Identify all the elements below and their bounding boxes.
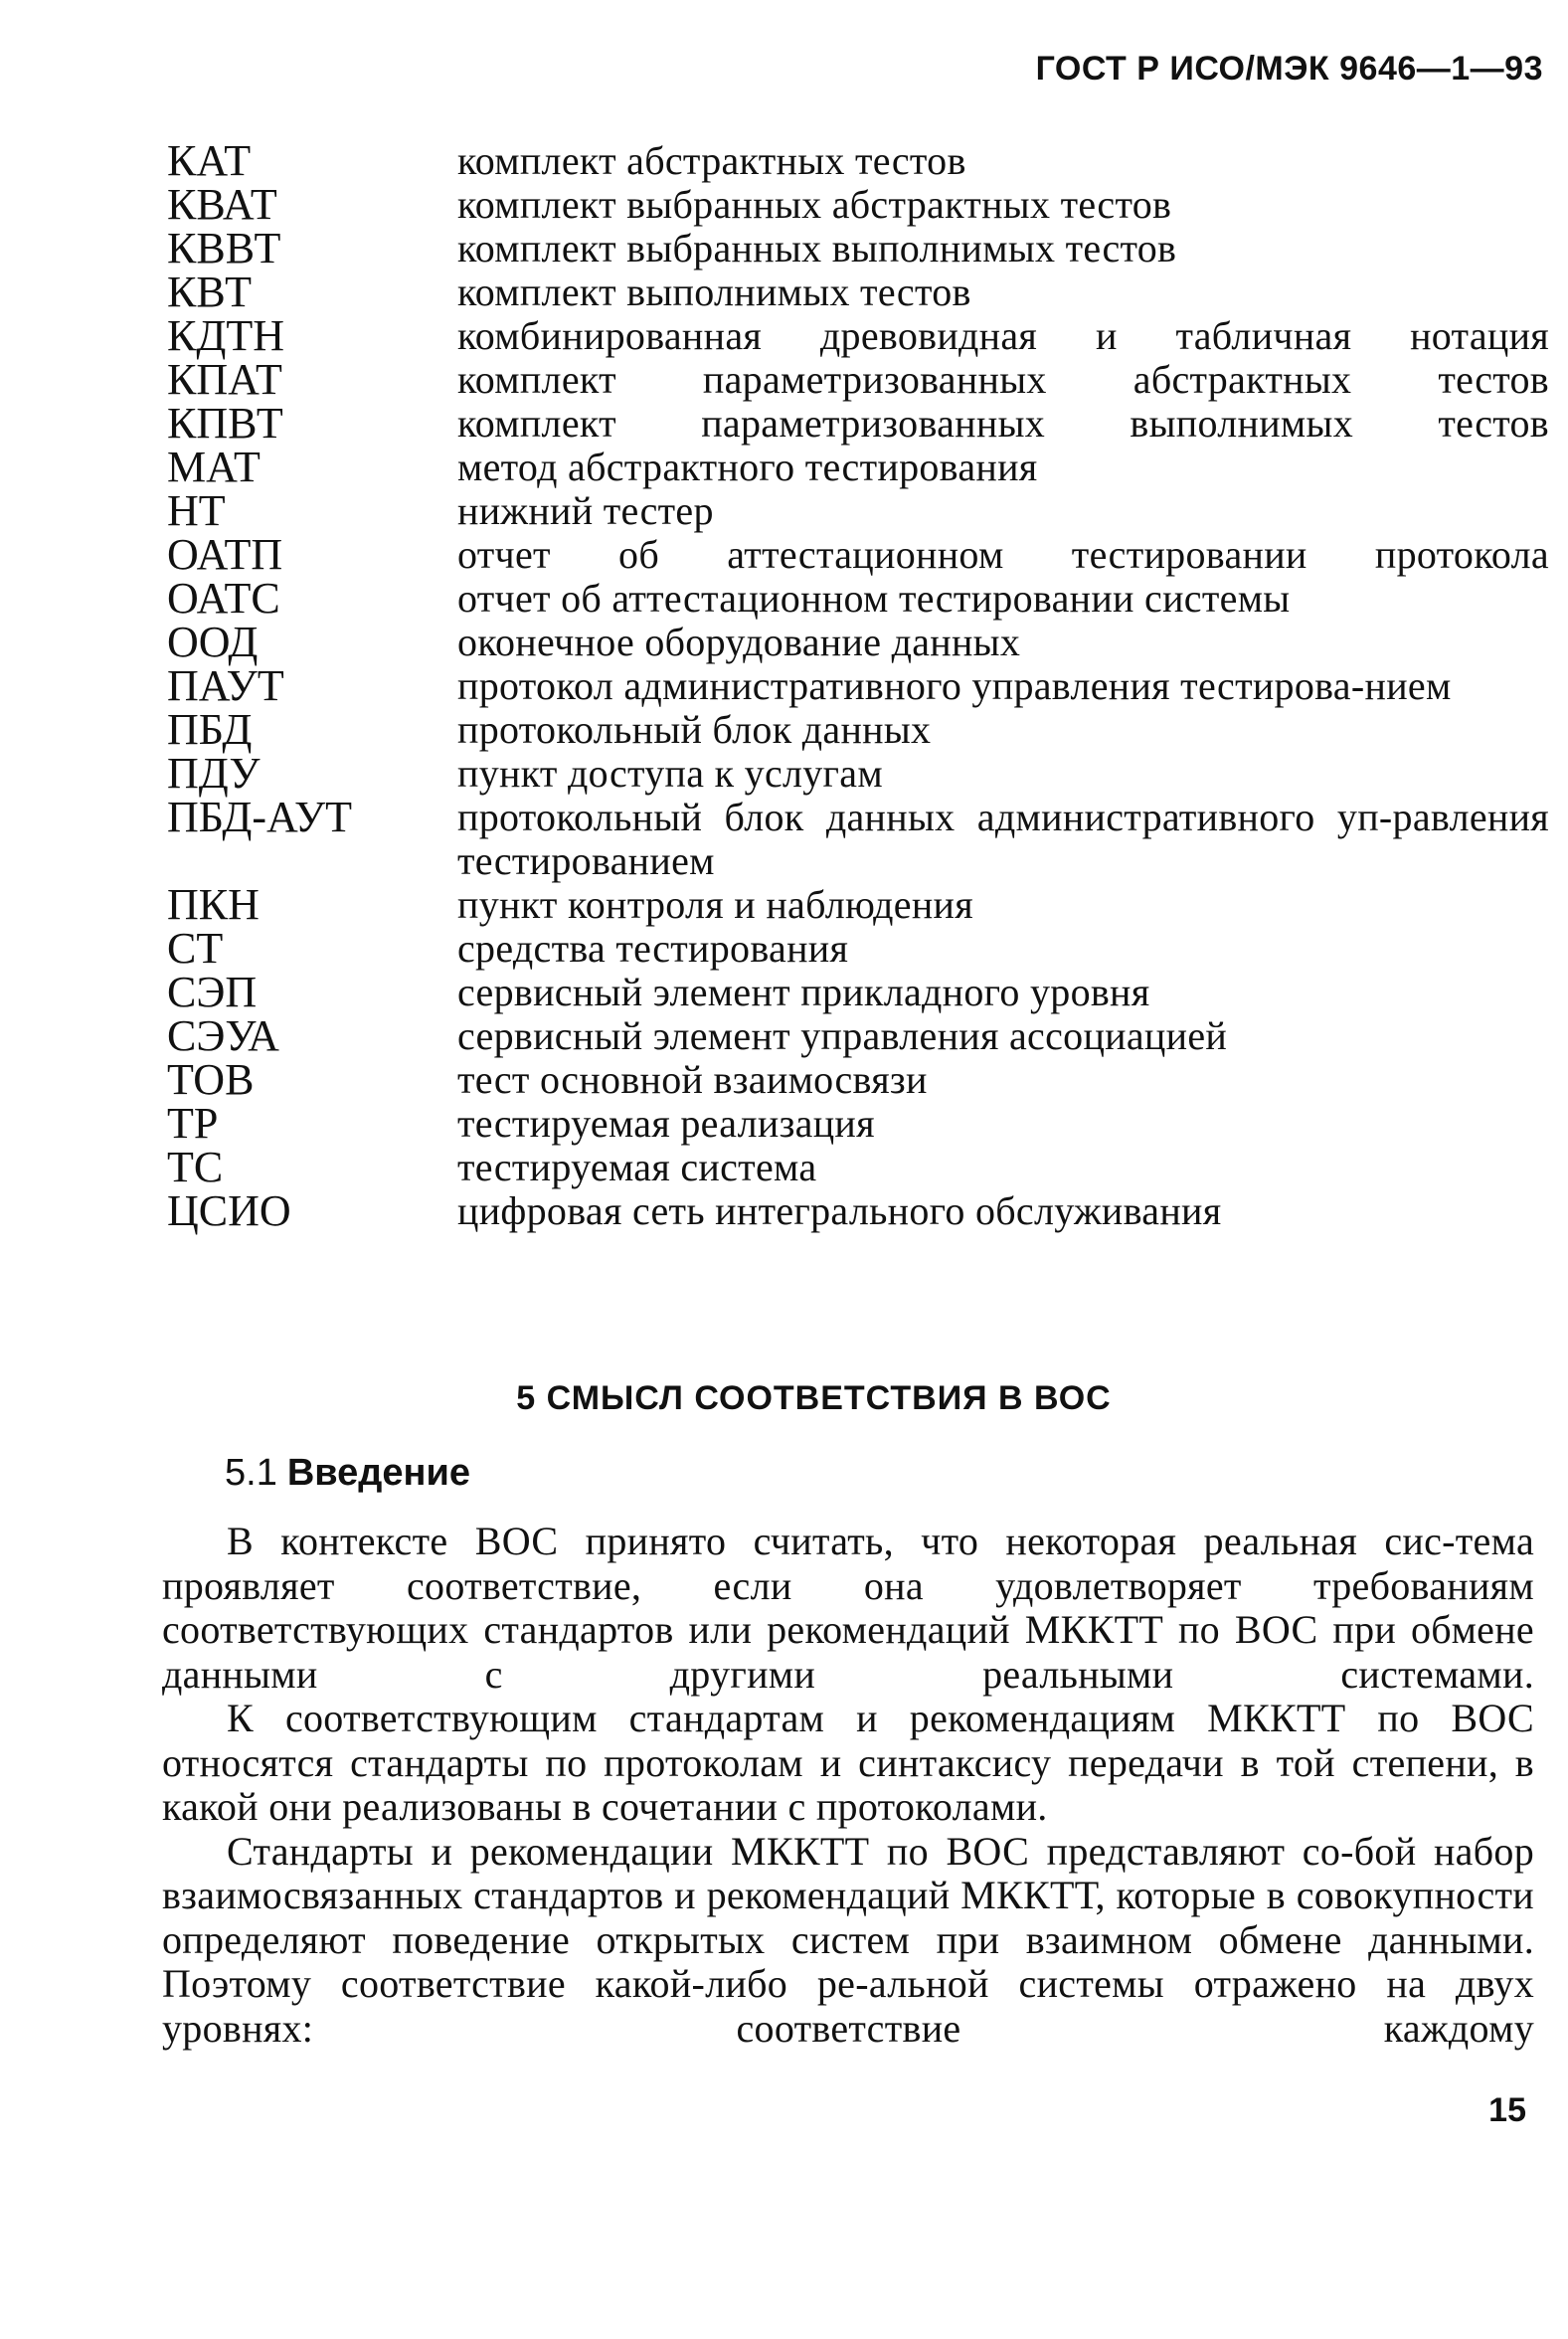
abbreviation-row [167,1143,1549,1191]
abbreviation-row [167,355,1549,404]
abbreviation-definition: тестируемая система [457,1145,817,1189]
abbreviation-row [167,486,1549,535]
abbreviation-term: ОАТП [167,530,283,579]
abbreviation-definition: пункт доступа к услугам [457,751,883,796]
paragraph: Стандарты и рекомендации МККТТ по ВОС представляют со-бой набор взаимосвязанных стандартов и рекомендаций МККТТ, которые в совокупности определяют поведение открытых систем при взаимном обмене данными. Поэтому соответствие какой-либо ре-альной системы отражено на двух уровнях: соответствие каждому [162,1828,1534,2051]
abbreviation-definition: тестируемая реализация [457,1101,875,1146]
abbreviation-row [167,1055,1549,1104]
abbreviation-list [167,136,1549,1235]
abbreviation-term: КДТН [167,311,285,360]
subsection-number: 5.1 [225,1452,277,1494]
abbreviation-definition: комплект параметризованных абстрактных тестов [457,357,1549,402]
abbreviation-row [167,705,1549,754]
page-number: 15 [1488,2091,1526,2129]
abbreviation-row [167,270,1549,314]
abbreviation-definition: отчет об аттестационном тестировании протокола [457,532,1549,577]
abbreviation-row [167,793,1549,883]
abbreviation-term: ПБД-АУТ [167,793,352,841]
abbreviation-definition: нижний тестер [457,488,714,533]
abbreviation-definition: сервисный элемент управления ассоциацией [457,1013,1228,1058]
abbreviation-term: ПАУТ [167,661,284,710]
abbreviation-definition: комплект выбранных выполнимых тестов [457,226,1177,270]
abbreviation-row [167,1186,1549,1235]
abbreviation-term: КВВТ [167,224,281,272]
subsection-title: Введение [286,1452,470,1494]
abbreviation-row [167,1011,1549,1060]
abbreviation-term: КПВТ [167,399,283,448]
abbreviation-row [167,311,1549,360]
abbreviation-row [167,574,1549,623]
abbreviation-term: КАТ [167,136,252,185]
page-header: ГОСТ Р ИСО/МЭК 9646—1—93 [1035,50,1543,88]
abbreviation-term: ТС [167,1143,224,1191]
abbreviation-row [167,880,1549,929]
abbreviation-term: ООД [167,618,259,666]
abbreviation-definition: метод абстрактного тестирования [457,445,1038,489]
abbreviation-row [167,924,1549,973]
abbreviation-row [167,618,1549,666]
abbreviation-term: СЭП [167,968,258,1016]
abbreviation-term: КВТ [167,268,252,316]
abbreviation-term: ОАТС [167,574,280,623]
abbreviation-definition: комбинированная древовидная и табличная нотация [457,313,1549,358]
abbreviation-definition: комплект выполнимых тестов [457,270,971,314]
abbreviation-row [167,443,1549,491]
abbreviation-term: СТ [167,924,224,973]
abbreviation-term: СЭУА [167,1011,279,1060]
abbreviation-term: МАТ [167,443,261,491]
abbreviation-row [167,224,1549,272]
abbreviation-term: ТОВ [167,1055,255,1104]
abbreviation-row [167,399,1549,448]
abbreviation-definition: протокольный блок данных административного уп-равления тестированием [457,795,1549,883]
abbreviation-definition: оконечное оборудование данных [457,620,1021,664]
abbreviation-term: ПДУ [167,749,261,798]
abbreviation-term: КПАТ [167,355,282,404]
abbreviation-row [167,968,1549,1016]
abbreviation-definition: сервисный элемент прикладного уровня [457,970,1150,1014]
abbreviation-definition: тест основной взаимосвязи [457,1057,928,1102]
abbreviation-term: ПКН [167,880,260,929]
abbreviation-definition: отчет об аттестационном тестировании системы [457,576,1291,621]
abbreviation-definition: цифровая сеть интегрального обслуживания [457,1188,1222,1233]
abbreviation-definition: комплект абстрактных тестов [457,138,966,183]
subsection-heading [225,1448,470,1495]
abbreviation-row [167,749,1549,798]
abbreviation-row [167,661,1549,710]
abbreviation-row [167,180,1549,229]
abbreviation-row [167,530,1549,579]
paragraph: К соответствующим стандартам и рекомендациям МККТТ по ВОС относятся стандарты по протоколам и синтаксису передачи в той степени, в какой они реализованы в сочетании с протоколами. [162,1696,1534,1829]
abbreviation-row [167,1099,1549,1148]
paragraph: В контексте ВОС принято считать, что некоторая реальная сис-тема проявляет соответствие, если она удовлетворяет требованиям соответствующих стандартов или рекомендаций МККТТ по ВОС при обмене данными с другими реальными системами. [162,1519,1534,1697]
abbreviation-term: НТ [167,486,226,535]
abbreviation-term: ЦСИО [167,1186,291,1235]
abbreviation-definition: протокольный блок данных [457,707,932,752]
abbreviation-definition: средства тестирования [457,926,849,971]
section-title: 5 СМЫСЛ СООТВЕТСТВИЯ В ВОС [516,1379,1112,1417]
abbreviation-definition: комплект выбранных абстрактных тестов [457,182,1172,227]
abbreviation-term: КВАТ [167,180,277,229]
body-text [162,1520,1534,2051]
abbreviation-definition: комплект параметризованных выполнимых тестов [457,401,1549,446]
abbreviation-definition: протокол административного управления тестирова-нием [457,663,1452,708]
abbreviation-row [167,136,1549,185]
abbreviation-term: ТР [167,1099,219,1148]
abbreviation-term: ПБД [167,705,253,754]
abbreviation-definition: пункт контроля и наблюдения [457,882,973,927]
